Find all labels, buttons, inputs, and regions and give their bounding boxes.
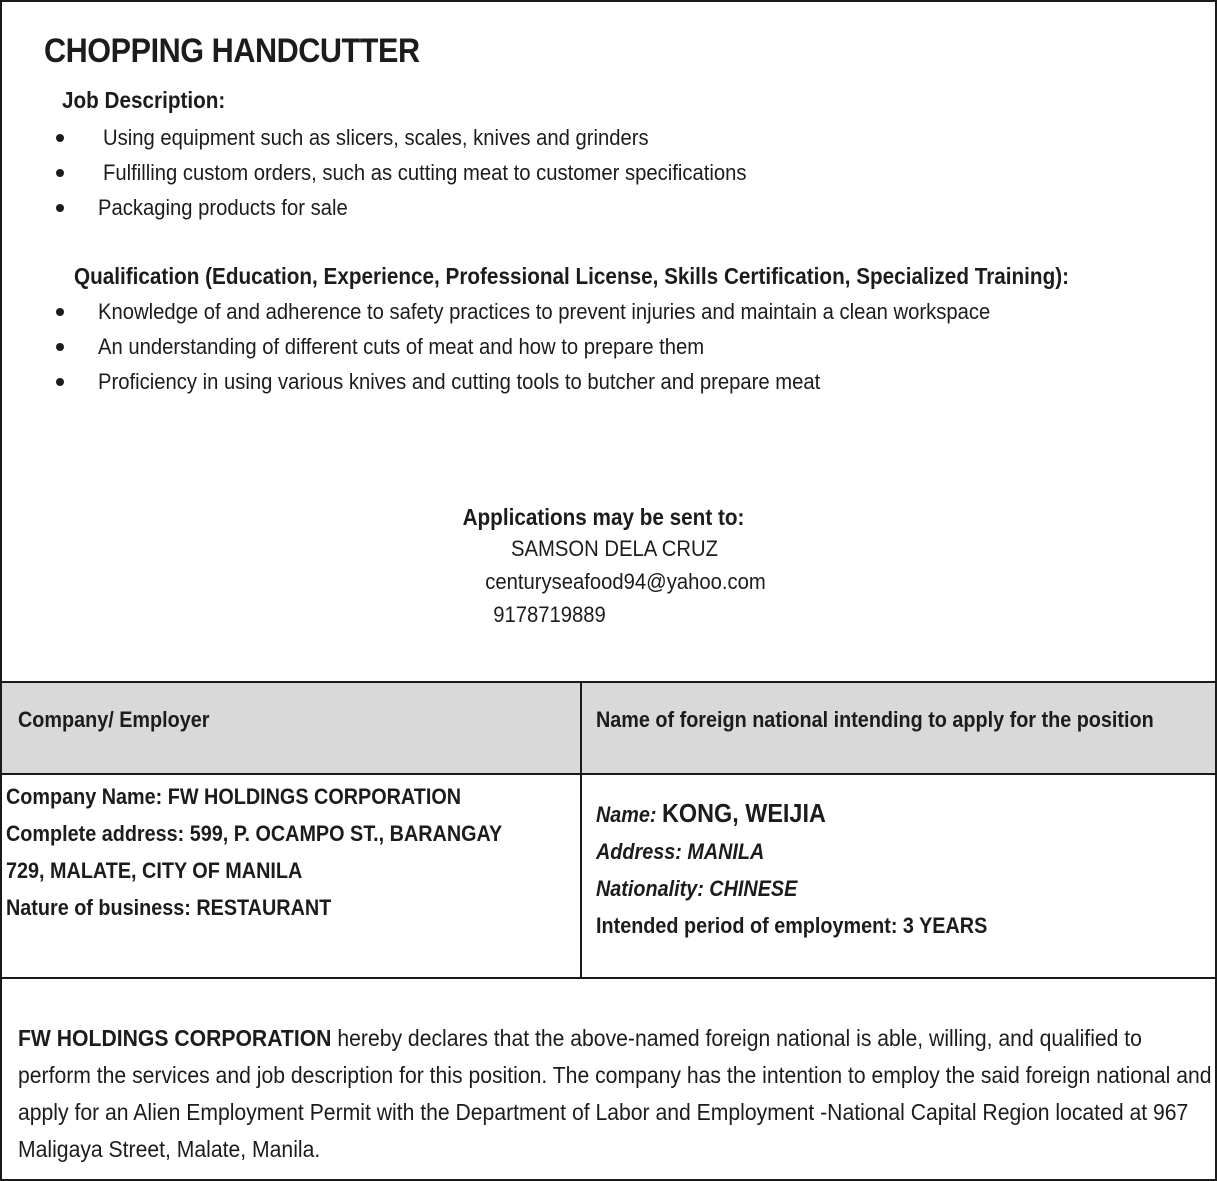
application-heading: Applications may be sent to: xyxy=(462,504,745,530)
job-description-heading: Job Description: xyxy=(62,87,226,113)
employment-period: Intended period of employment: 3 YEARS xyxy=(596,913,988,938)
table-header-rule xyxy=(2,773,1215,775)
table-column-divider xyxy=(580,682,582,978)
company-business: Nature of business: RESTAURANT xyxy=(6,895,332,920)
bullet-icon xyxy=(56,308,64,316)
bullet-icon xyxy=(56,378,64,386)
foreign-nationality: Nationality: CHINESE xyxy=(596,876,798,901)
qualification-heading: Qualification (Education, Experience, Professional License, Skills Certification, Specialized Training): xyxy=(74,263,1070,289)
declaration-company: FW HOLDINGS CORPORATION xyxy=(18,1025,332,1051)
header-foreign-national: Name of foreign national intending to apply for the position xyxy=(596,707,1154,732)
foreign-national-details xyxy=(596,795,1154,944)
bullet-icon xyxy=(56,204,64,212)
contact-email: centuryseafood94@yahoo.com xyxy=(485,569,766,594)
application-contact xyxy=(2,502,1215,631)
foreign-name-value: KONG, WEIJIA xyxy=(662,798,826,828)
foreign-name-row xyxy=(596,795,1154,833)
bullet-icon xyxy=(56,134,64,142)
job-title: CHOPPING HANDCUTTER xyxy=(44,32,420,70)
declaration-text: hereby declares that the above-named foreign national is able, willing, and qualified to perform the services and job description for this position. The company has the intention to employ the said foreign national and apply for an Alien Employment Permit with the Department of Labor and Employment -National Capital Region located at 967 Maligaya Street, Malate, Manila. xyxy=(18,1025,1212,1162)
table-bottom-rule xyxy=(2,977,1215,979)
table-top-rule xyxy=(2,681,1215,683)
header-company-employer: Company/ Employer xyxy=(18,707,210,732)
company-name: Company Name: FW HOLDINGS CORPORATION xyxy=(6,784,462,809)
company-details xyxy=(6,778,573,926)
foreign-address: Address: MANILA xyxy=(596,839,765,864)
bullet-icon xyxy=(56,169,64,177)
contact-phone: 9178719889 xyxy=(493,602,606,627)
company-address-line-2: 729, MALATE, CITY OF MANILA xyxy=(6,858,303,883)
job-posting-document: CHOPPING HANDCUTTER Job Description: Using equipment such as slicers, scales, knives and grinders Fulfilling custom orders, such as cutting meat to customer specifications Packaging products for sale Qualification (Education, Experience, Professional License, Skills Certification, Specialized Training): Knowledge of and adherence to safety practices to prevent injuries and maintain a clean workspace An understanding of different cuts of meat and how to prepare them Proficiency in using various knives and cutting tools to butcher and prepare meat Applications may be sent to: SAMSON DELA CRUZ centuryseafood94@yahoo.com 9178719889 Company/ Employer Name of foreign national intending to apply for the position Company Name: FW HOLDINGS CORPORATION Complete address: 599, P. OCAMPO ST., BARANGAY 729, MALATE, CITY OF MANILA Nature of business: RESTAURANT Name: KONG, WEIJIA Address: MANILA Nationality: CHINESE Intended period of employment: 3 YEARS FW HOLDINGS CORPORATION hereby declares that the above-named foreign national is able, willing, and qualified to perform the services and job description for this position. The company has the intention to employ the said foreign national and apply for an Alien Employment Permit with the Department of Labor and Employment -National Capital Region located at 967 Maligaya Street, Malate, Manila. xyxy=(0,0,1217,1181)
company-address-line-1: Complete address: 599, P. OCAMPO ST., BARANGAY xyxy=(6,821,503,846)
declaration-paragraph xyxy=(18,1020,1217,1168)
foreign-name-label: Name: xyxy=(596,802,657,827)
bullet-icon xyxy=(56,343,64,351)
contact-name: SAMSON DELA CRUZ xyxy=(511,536,718,561)
